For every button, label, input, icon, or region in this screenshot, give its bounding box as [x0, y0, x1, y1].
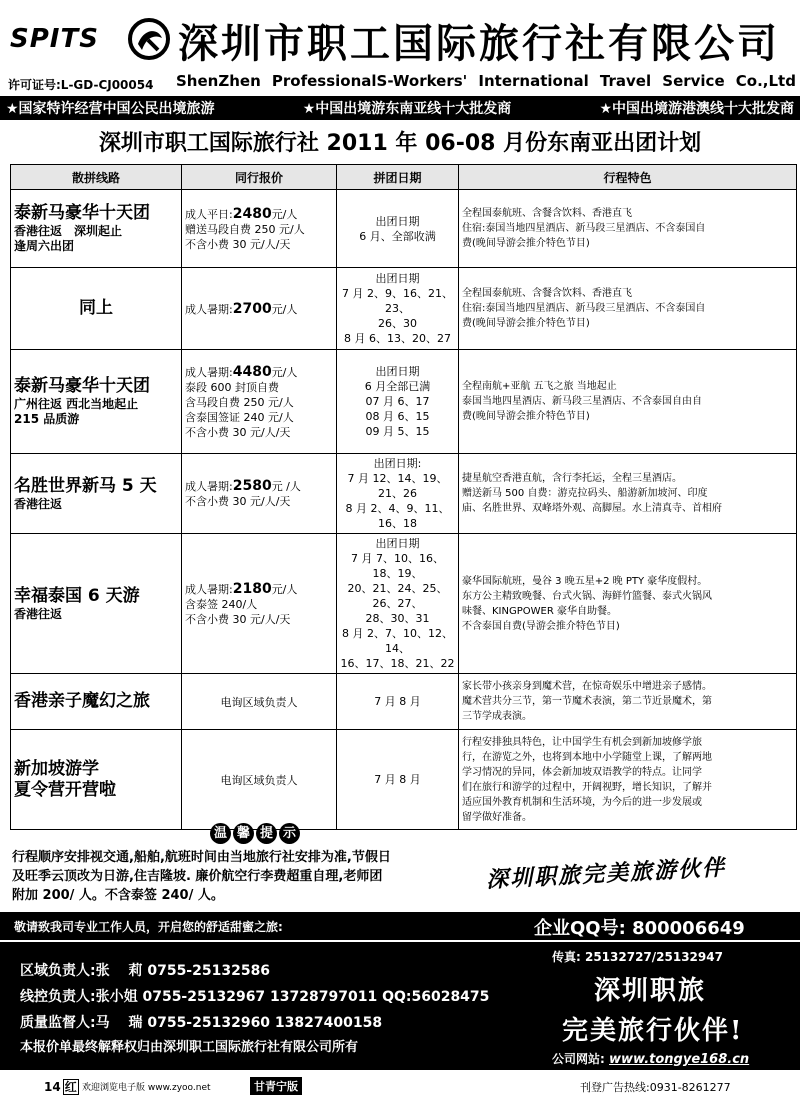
feature-line: 费(晚间导游会推介特色节目): [462, 318, 590, 329]
route-name: 幸福泰国 6 天游: [14, 585, 140, 606]
feature-line: 捷星航空香港直航，含行李托运，全程三星酒店。: [462, 473, 682, 484]
column-header: 行程特色: [459, 165, 797, 190]
feature-line: 住宿:泰国当地四星酒店、新马段三星酒店、不含泰国自: [462, 223, 706, 234]
features-cell: [459, 730, 797, 830]
date-line: 出团日期:: [373, 457, 422, 470]
page-title: 深圳市职工国际旅行社 2011 年 06-08 月份东南亚出团计划: [98, 131, 702, 156]
table-row: [11, 350, 797, 454]
price-cell: [182, 454, 337, 534]
tips-line: 行程顺序安排视交通,船舶,航班时间由当地旅行社安排为准,节假日: [12, 850, 391, 865]
features-cell: [459, 350, 797, 454]
ad-hotline: 刊登广告热线:0931-8261277: [580, 1081, 731, 1094]
price-line: 不含小费 30 元/人/天: [185, 495, 291, 508]
route-name: 夏令营开营啦: [14, 779, 116, 800]
route-name: 香港亲子魔幻之旅: [14, 691, 150, 711]
company-en-word: ProfessionalS-Workers': [271, 72, 468, 90]
price-cell: [182, 268, 337, 350]
contact-line: 质量监督人:马 瑞 0755-25132960 13827400158: [20, 1015, 383, 1031]
route-sub: 香港往返: [14, 606, 63, 621]
date-line: 28、30、31: [365, 612, 430, 625]
welcome-text: 敬请致我司专业工作人员，开启您的舒适甜蜜之旅:: [14, 920, 283, 934]
table-row: [11, 190, 797, 268]
company-en-word: Co.,Ltd: [735, 72, 796, 90]
price-line: 含马段自费 250 元/人: [185, 395, 294, 409]
column-header: 拼团日期: [337, 165, 459, 190]
price-value: 2700: [232, 300, 272, 317]
table-header-row: [11, 165, 797, 190]
website-label: 公司网站:: [552, 1052, 605, 1066]
route-name: 同上: [79, 298, 113, 318]
logo-swirl-icon: [128, 18, 170, 60]
dates-cell: [337, 268, 459, 350]
date-line: 出团日期: [375, 214, 420, 228]
read-note: 欢迎浏览电子版 www.zyoo.net: [82, 1083, 211, 1093]
date-line: 26、30: [378, 317, 417, 330]
price-cell: [182, 190, 337, 268]
route-name: 泰新马豪华十天团: [14, 376, 150, 396]
price-cell: 电询区域负责人: [182, 674, 337, 730]
price-cell: [182, 350, 337, 454]
banner-item: ★国家特许经营中国公民出境旅游: [6, 101, 215, 117]
price-line: 成人暑期:2700元/人: [185, 300, 298, 317]
date-line: 出团日期: [375, 537, 420, 550]
feature-line: 味餐、KINGPOWER 豪华自助餐。: [462, 605, 617, 617]
route-cell: [11, 730, 182, 830]
date-line: 08 月 6、15: [365, 410, 430, 423]
price-line: 含泰签 240/人: [185, 597, 258, 611]
dates-cell: [337, 190, 459, 268]
dates-cell: [337, 350, 459, 454]
brand-slogan: 完美旅行伙伴!: [562, 1016, 744, 1046]
date-line: 7 月 2、9、16、21、23、: [342, 287, 453, 315]
tour-plan-table: [10, 164, 797, 830]
date-line: 6 月全部已满: [364, 380, 431, 393]
tips-line: 附加 200/ 人。不含泰签 240/ 人。: [12, 888, 224, 903]
footer-bar: [0, 912, 800, 940]
table-row: [11, 730, 797, 830]
price-line: 成人暑期:2180元/人: [185, 580, 298, 597]
page-mark: 红: [64, 1080, 77, 1094]
route-cell: [11, 454, 182, 534]
date-line: 8 月 2、7、10、12、14、: [342, 627, 453, 655]
disclaimer-line: 本报价单最终解释权归由深圳职工国际旅行社有限公司所有: [20, 1040, 359, 1055]
route-sub: 215 品质游: [14, 412, 80, 426]
route-cell: [11, 674, 182, 730]
price-value: 2180: [232, 580, 272, 597]
route-cell: [11, 534, 182, 674]
price-line: 不含小费 30 元/人/天: [185, 425, 291, 439]
company-logo: [10, 18, 175, 62]
feature-line: 庙、名胜世界、双峰塔外观、高脚屋。水上清真寺、首相府: [462, 503, 722, 514]
feature-line: 不含泰国自费(导游会推介特色节目): [462, 620, 620, 632]
banner-item: ★中国出境游东南亚线十大批发商: [302, 101, 512, 117]
tips-badge-char: 温: [210, 823, 231, 844]
price-line: 不含小费 30 元/人/天: [185, 237, 291, 251]
feature-line: 行程安排独具特色，让中国学生有机会到新加坡修学旅: [462, 736, 702, 748]
date-line: 7 月 8 月: [374, 695, 421, 708]
features-cell: [459, 534, 797, 674]
logo-text: SPITS: [10, 24, 99, 54]
column-header: 同行报价: [182, 165, 337, 190]
table-row: [11, 454, 797, 534]
price-line: 泰段 600 封顶自费: [185, 380, 279, 394]
qualification-banner: [0, 96, 800, 120]
company-qq: 企业QQ号: 800006649: [534, 918, 745, 939]
tips-badge-char: 示: [279, 823, 300, 844]
route-name: 新加坡游学: [14, 758, 99, 779]
feature-line: 留学做好准备。: [462, 811, 532, 823]
feature-line: 住宿:泰国当地四星酒店、新马段三星酒店、不含泰国自: [462, 303, 706, 314]
feature-line: 三节学成表演。: [462, 711, 532, 722]
fax-number: 传真: 25132727/25132947: [552, 950, 723, 964]
table-row: [11, 674, 797, 730]
website-link[interactable]: www.tongye168.cn: [609, 1052, 750, 1067]
slogan-script: 深圳职旅完美旅游伙伴: [485, 854, 727, 894]
contact-line: 区域负责人:张 莉 0755-25132586: [20, 963, 271, 979]
feature-line: 全程国泰航班、含餐含饮料、香港直飞: [462, 288, 632, 299]
column-header: 散拼线路: [11, 165, 182, 190]
features-cell: [459, 268, 797, 350]
feature-line: 泰国当地四星酒店、新马段三星酒店、不含泰国自由自: [462, 396, 702, 407]
date-line: 16、17、18、21、22: [340, 657, 455, 670]
price-value: 2580: [232, 478, 272, 494]
route-sub: 逢周六出团: [14, 239, 75, 253]
date-line: 出团日期: [375, 365, 420, 378]
brand-name: 深圳职旅: [594, 976, 707, 1006]
feature-line: 家长带小孩亲身到魔术营，在惊奇娱乐中增进亲子感情。: [462, 681, 712, 692]
feature-line: 费(晚间导游会推介特色节目): [462, 238, 590, 249]
company-en-word: Service: [662, 72, 725, 90]
price-cell: 电询区域负责人: [182, 730, 337, 830]
route-sub: 广州往返 西北当地起止: [14, 397, 139, 411]
feature-line: 学习情况的异同，体会新加坡双语教学的特点。让同学: [462, 766, 702, 778]
contact-block: [0, 942, 800, 1070]
tips-text: [12, 848, 482, 905]
date-line: 8 月 6、13、20、27: [344, 332, 451, 345]
company-en-word: ShenZhen: [176, 72, 261, 90]
date-line: 09 月 5、15: [365, 425, 430, 438]
bottom-strip: [0, 1074, 800, 1098]
tips-badge-char: 馨: [233, 823, 254, 844]
route-sub: 香港往返: [14, 496, 63, 511]
date-line: 7 月 7、10、16、18、19、: [351, 552, 444, 580]
company-en-word: Travel: [599, 72, 652, 90]
date-line: 7 月 8 月: [374, 773, 421, 786]
price-line: 含泰国签证 240 元/人: [185, 410, 294, 424]
page-number: 14 红: [44, 1080, 77, 1094]
features-cell: [459, 190, 797, 268]
price-value: 4480: [232, 363, 272, 380]
features-cell: [459, 454, 797, 534]
contact-line: 线控负责人:张小姐 0755-25132967 13728797011 QQ:56028475: [20, 989, 490, 1005]
feature-line: 豪华国际航班，曼谷 3 晚五星+2 晚 PTY 豪华度假村。: [462, 575, 708, 587]
company-name-cn: 深圳市职工国际旅行社有限公司: [178, 21, 780, 67]
date-line: 出团日期: [375, 272, 420, 285]
dates-cell: [337, 534, 459, 674]
date-line: 20、21、24、25、26、27、: [347, 582, 448, 610]
table-row: [11, 534, 797, 674]
route-cell: [11, 350, 182, 454]
route-sub: 香港往返 深圳起止: [14, 224, 123, 238]
license-number: 许可证号:L-GD-CJ00054: [8, 78, 154, 92]
website: [552, 1050, 749, 1067]
feature-line: 赠送新马 500 自费：游克拉码头、船游新加坡河、印度: [462, 488, 708, 499]
date-line: 6 月、全部收满: [359, 229, 436, 243]
feature-line: 行，在游览之外，也将到本地中小学随堂上课，了解两地: [462, 751, 712, 763]
company-en-word: International: [478, 72, 589, 90]
price-line: 成人平日:2480元/人: [185, 205, 298, 222]
route-name: 名胜世界新马 5 天: [14, 475, 157, 496]
company-name-en: [176, 72, 796, 90]
banner-item: ★中国出境游港澳线十大批发商: [599, 101, 794, 117]
price-line: 成人暑期:4480元/人: [185, 363, 298, 380]
table-row: [11, 268, 797, 350]
tips-line: 及旺季云顶改为日游,住吉隆坡. 廉价航空行李费超重自理,老师团: [12, 869, 383, 884]
route-cell: [11, 268, 182, 350]
route-cell: [11, 190, 182, 268]
feature-line: 们在旅行和游学的过程中，开阔视野，增长知识，了解并: [462, 781, 712, 793]
price-cell: [182, 534, 337, 674]
route-name: 泰新马豪华十天团: [14, 203, 150, 223]
tips-badge: [210, 823, 300, 844]
price-value: 2480: [232, 205, 272, 222]
dates-cell: [337, 674, 459, 730]
feature-line: 东方公主精致晚餐、台式火锅、海鲜竹篮餐、泰式火锅风: [462, 590, 712, 602]
tips-badge-char: 提: [256, 823, 277, 844]
feature-line: 全程国泰航班、含餐含饮料、香港直飞: [462, 208, 632, 219]
feature-line: 适应国外教育机制和生活环境，为今后的进一步发展或: [462, 796, 702, 808]
date-line: 8 月 2、4、9、11、16、18: [345, 502, 450, 530]
publication-name: 甘青宁版: [250, 1077, 302, 1095]
price-line: 不含小费 30 元/人/天: [185, 612, 291, 626]
price-line: 赠送马段自费 250 元/人: [185, 222, 305, 236]
date-line: 07 月 6、17: [365, 395, 430, 408]
feature-line: 魔术营共分三节，第一节魔术表演，第二节近景魔术，第: [462, 696, 712, 707]
feature-line: 费(晚间导游会推介特色节目): [462, 411, 590, 422]
features-cell: [459, 674, 797, 730]
date-line: 7 月 12、14、19、21、26: [347, 472, 448, 500]
price-line: 成人暑期:2580元 /人: [185, 478, 301, 494]
dates-cell: [337, 454, 459, 534]
feature-line: 全程南航+亚航 五飞之旅 当地起止: [462, 381, 617, 392]
dates-cell: [337, 730, 459, 830]
